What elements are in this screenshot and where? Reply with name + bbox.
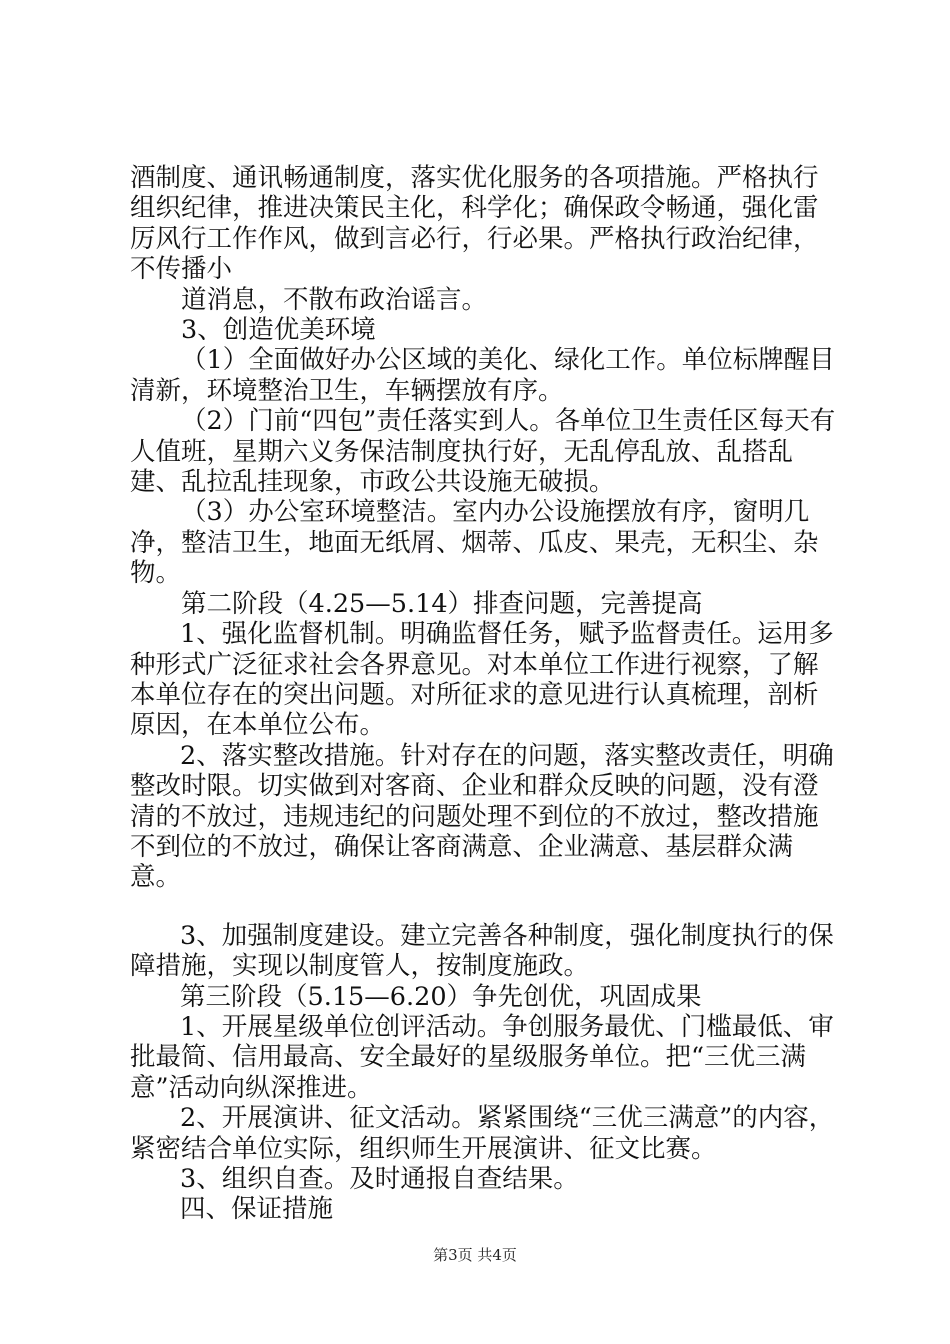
document-body [130,163,842,1225]
paragraph-6: （3）办公室环境整洁。室内办公设施摆放有序，窗明几净，整洁卫生，地面无纸屑、烟蒂、瓜皮、果壳，无积尘、杂物。 [130,497,819,589]
section-heading-4: 四、保证措施 [180,1194,334,1225]
paragraph-4: （1）全面做好办公区域的美化、绿化工作。单位标牌醒目清新，环境整治卫生，车辆摆放有序。 [130,345,835,406]
section-heading-3: 3、创造优美环境 [181,315,376,346]
paragraph-2: 道消息，不散布政治谣言。 [181,284,488,315]
paragraph-9: 2、落实整改措施。针对存在的问题，落实整改责任，明确整改时限。切实做到对客商、企业和群众反映的问题，没有澄清的不放过，违规违纪的问题处理不到位的不放过，整改措施不到位的不放过，确保让客商满意、企业满意、基层群众满意。 [130,740,834,893]
stage-heading-2: 第二阶段（4.25—5.14）排查问题，完善提高 [181,588,703,619]
paragraph-12: 1、开展星级单位创评活动。争创服务最优、门槛最低、审批最简、信用最高、安全最好的星级服务单位。把“三优三满意”活动向纵深推进。 [130,1011,834,1103]
paragraph-10: 3、加强制度建设。建立完善各种制度，强化制度执行的保障措施，实现以制度管人，按制度施政。 [130,920,834,982]
stage-heading-3: 第三阶段（5.15—6.20）争先创优，巩固成果 [180,981,702,1012]
paragraph-14: 3、组织自查。及时通报自查结果。 [180,1164,579,1194]
paragraph-gap [130,893,842,921]
paragraph-8: 1、强化监督机制。明确监督任务，赋予监督责任。运用多种形式广泛征求社会各界意见。对本单位工作进行视察，了解本单位存在的突出问题。对所征求的意见进行认真梳理，剖析原因，在本单位公布。 [130,619,834,741]
paragraph-5: （2）门前“四包”责任落实到人。各单位卫生责任区每天有人值班，星期六义务保洁制度执行好，无乱停乱放、乱搭乱建、乱拉乱挂现象，市政公共设施无破损。 [130,406,836,498]
paragraph-1: 酒制度、通讯畅通制度，落实优化服务的各项措施。严格执行组织纪律，推进决策民主化，科学化；确保政令畅通，强化雷厉风行工作作风，做到言必行，行必果。严格执行政治纪律，不传播小 [130,163,819,285]
paragraph-13: 2、开展演讲、征文活动。紧紧围绕“三优三满意”的内容，紧密结合单位实际，组织师生开展演讲、征文比赛。 [130,1103,835,1164]
page-number-footer: 第3页 共4页 [433,1246,517,1264]
